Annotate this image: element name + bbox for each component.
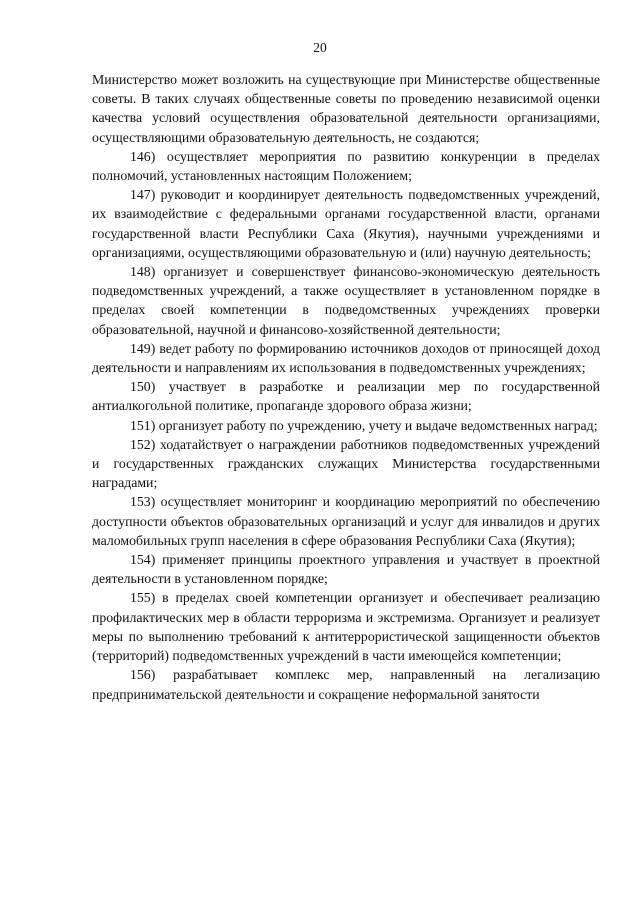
page-number: 20 — [313, 40, 327, 55]
paragraph-item-147: 147) руководит и координирует деятельность подведомственных учреждений, их взаимодействие с федеральными органами государственной власти, органами государственной власти Республики Саха (Якутия), научными учреждениями и организациями, осуществляющими образовательную и (или) научную деятельность; — [92, 187, 600, 260]
paragraph-item-149: 149) ведет работу по формированию источников доходов от приносящей доход деятельности и направлениям их использования в подведомственных учреждениях; — [92, 340, 600, 376]
paragraph-item-154: 154) применяет принципы проектного управления и участвует в проектной деятельности в установленном порядке; — [92, 552, 600, 587]
paragraph-item-150: 150) участвует в разработке и реализации мер по государственной антиалкогольной политике, пропаганде здорового образа жизни; — [92, 379, 600, 414]
paragraph-item-151: 151) организует работу по учреждению, учету и выдаче ведомственных наград; — [130, 417, 598, 433]
paragraph-item-146: 146) осуществляет мероприятия по развитию конкуренции в пределах полномочий, установленных настоящим Положением; — [92, 148, 600, 184]
paragraph-continuation: Министерство может возложить на существующие при Министерстве общественные советы. В таких случаях общественные советы по проведению независимой оценки качества условий осуществления образовательной деятельности организациями, осуществляющими образовательную деятельность, не создаются; — [92, 72, 600, 145]
paragraph-item-156: 156) разрабатывает комплекс мер, направленный на легализацию предпринимательской деятельности и сокращение неформальной занятости — [92, 667, 600, 702]
paragraph-item-155: 155) в пределах своей компетенции организует и обеспечивает реализацию профилактических мер в области терроризма и экстремизма. Организует и реализует меры по выполнению требований к антитеррористической защищенности объектов (территорий) подведомственных учреждений в части имеющейся компетенции; — [92, 590, 600, 664]
document-body — [92, 70, 600, 704]
paragraph-item-152: 152) ходатайствует о награждении работников подведомственных учреждений и государственных гражданских служащих Министерства государственными наградами; — [92, 436, 600, 491]
paragraph-item-153: 153) осуществляет мониторинг и координацию мероприятий по обеспечению доступности объектов образовательных организаций и услуг для инвалидов и других маломобильных групп населения в сфере образования Республики Саха (Якутия); — [92, 494, 600, 548]
paragraph-item-148: 148) организует и совершенствует финансово-экономическую деятельность подведомственных учреждений, а также осуществляет в установленном порядке в пределах своей компетенции в подведомственных учреждениях проверки образовательной, научной и финансово-хозяйственной деятельности; — [92, 264, 600, 337]
